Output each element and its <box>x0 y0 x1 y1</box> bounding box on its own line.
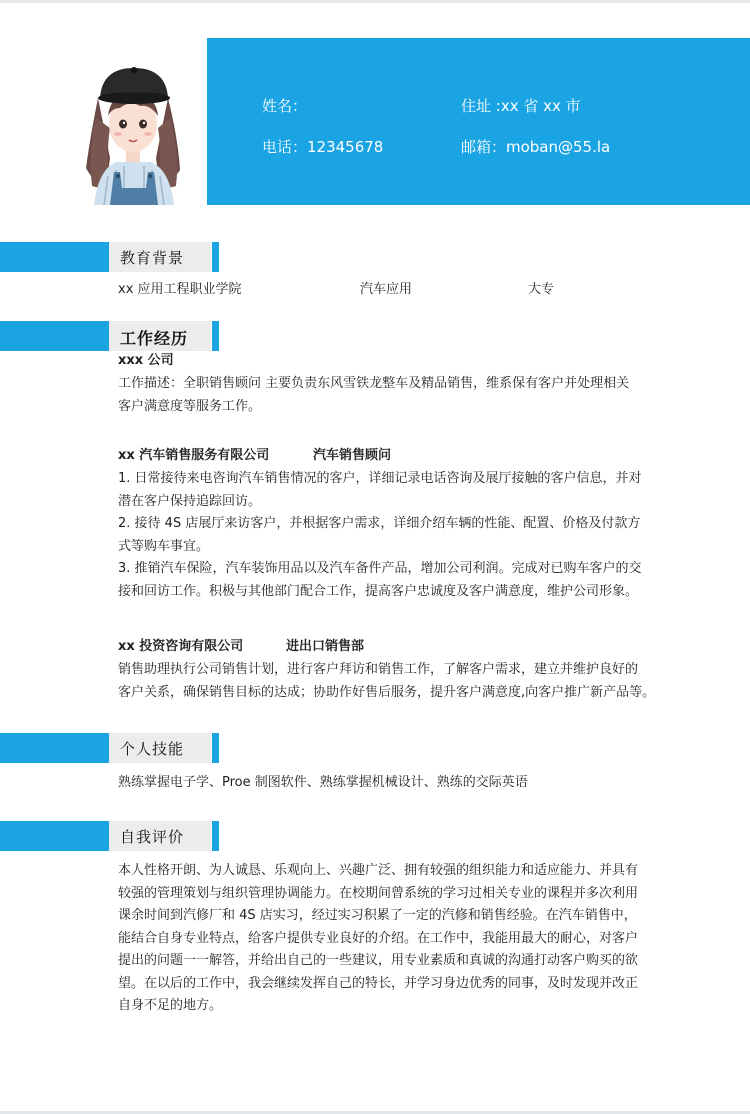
job-3-title: 进出口销售部 <box>286 639 365 654</box>
work-section-edge <box>212 321 219 351</box>
job-2-line: 3. 推销汽车保险，汽车装饰用品以及汽车备件产品，增加公司利润。完成对已购车客户的交 <box>118 561 642 576</box>
education-major: 汽车应用 <box>360 282 413 297</box>
job-2-line: 潜在客户保持追踪回访。 <box>118 493 262 509</box>
job-3-line: 销售助理执行公司销售计划，进行客户拜访和销售工作，了解客户需求，建立并维护良好的 <box>118 662 639 677</box>
job-2-line: 2. 接待 4S 店展厅来访客户，并根据客户需求，详细介绍车辆的性能、配置、价格及付款方 <box>118 516 641 531</box>
self-eval-line: 较强的管理策划与组织管理协调能力。在校期间曾系统的学习过相关专业的课程并多次利用 <box>118 885 639 901</box>
job-2-line: 式等购车事宜。 <box>118 538 210 554</box>
self-eval-line: 望。在以后的工作中，我会继续发挥自己的特长，并学习身边优秀的同事，及时发现并改正 <box>118 975 639 991</box>
job-2-company: xx 汽车销售服务有限公司 <box>118 448 270 463</box>
job-2-description <box>118 468 680 603</box>
skills-title: 个人技能 <box>120 740 185 758</box>
skills-section-header <box>109 733 211 763</box>
work-title: 工作经历 <box>120 329 189 348</box>
education-section-header <box>109 242 211 272</box>
work-section-bar <box>0 321 109 351</box>
education-section-edge <box>212 242 219 272</box>
job-1-company: xxx 公司 <box>118 353 174 368</box>
address-field: 住址 :xx 省 xx 市 <box>461 97 581 115</box>
education-title: 教育背景 <box>120 249 185 267</box>
work-section-header <box>109 321 211 351</box>
job-1-line: 客户满意度等服务工作。 <box>118 398 262 414</box>
job-3-line: 客户关系，确保销售目标的达成；协助作好售后服务，提升客户满意度,向客户推广新产品等。 <box>118 684 656 700</box>
profile-photo <box>80 58 187 205</box>
education-section-bar <box>0 242 109 272</box>
self-eval-section-bar <box>0 821 109 851</box>
skills-text: 熟练掌握电子学、Proe 制图软件、熟练掌握机械设计、熟练的交际英语 <box>118 775 528 790</box>
self-eval-line: 自身不足的地方。 <box>118 998 223 1013</box>
education-school: xx 应用工程职业学院 <box>118 282 242 297</box>
job-1-description <box>118 373 680 418</box>
name-label: 姓名： <box>262 97 308 115</box>
self-eval-section-edge <box>212 821 219 851</box>
top-divider <box>0 0 750 3</box>
self-eval-line: 课余时间到汽修厂和 4S 店实习，经过实习积累了一定的汽修和销售经验。在汽车销售中， <box>118 908 637 923</box>
job-3-description <box>118 659 680 704</box>
self-eval-title: 自我评价 <box>120 828 185 846</box>
job-3-company: xx 投资咨询有限公司 <box>118 639 244 654</box>
phone-field: 电话：12345678 <box>262 138 384 156</box>
self-eval-line: 提出的问题一一解答，并给出自己的一些建议，用专业素质和真诚的沟通打动客户购买的欲 <box>118 953 639 968</box>
job-2-line: 1. 日常接待来电咨询汽车销售情况的客户，详细记录电话咨询及展厅接触的客户信息，并对 <box>118 471 642 486</box>
header-band <box>207 38 750 205</box>
self-eval-line: 本人性格开朗、为人诚恳、乐观向上、兴趣广泛、拥有较强的组织能力和适应能力、并具有 <box>118 863 639 878</box>
job-2-line: 接和回访工作。积极与其他部门配合工作，提高客户忠诚度及客户满意度，维护公司形象。 <box>118 583 639 599</box>
skills-section-bar <box>0 733 109 763</box>
skills-section-edge <box>212 733 219 763</box>
education-degree: 大专 <box>528 282 555 297</box>
self-eval-section-header <box>109 821 211 851</box>
self-eval-line: 能结合自身专业特点，给客户提供专业良好的介绍。在工作中，我能用最大的耐心，对客户 <box>118 930 639 946</box>
self-eval-text <box>118 860 680 1018</box>
email-field: 邮箱：moban@55.la <box>461 138 611 156</box>
job-2-title: 汽车销售顾问 <box>313 448 392 463</box>
job-1-line: 工作描述：全职销售顾问 主要负责东风雪铁龙整车及精品销售，维系保有客户并处理相关 <box>118 376 630 391</box>
